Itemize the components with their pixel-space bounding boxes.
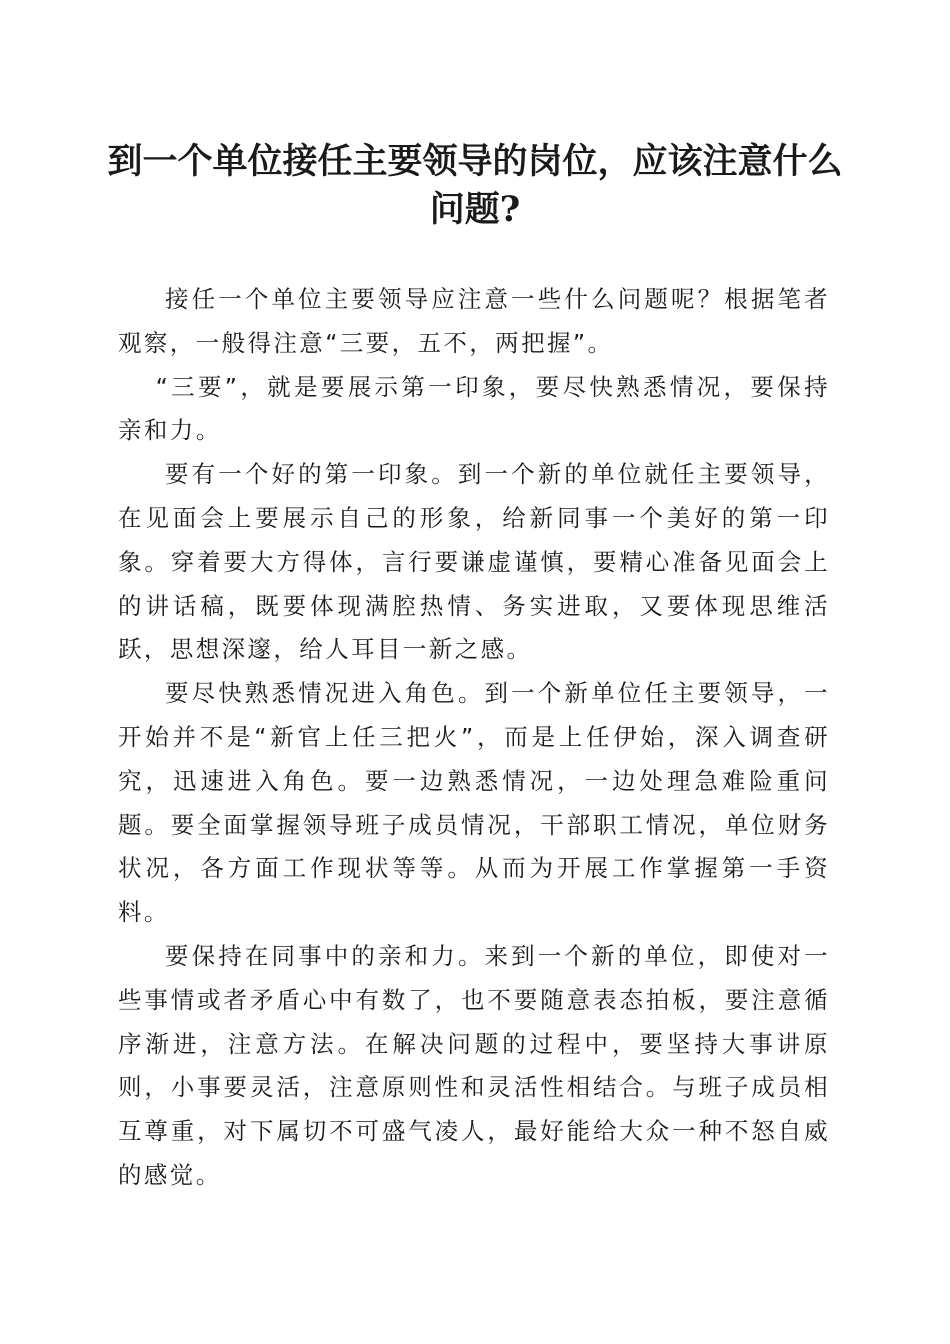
paragraph-affinity: 要保持在同事中的亲和力。来到一个新的单位，即使对一些事情或者矛盾心中有数了，也不要随意表态拍板，要注意循序渐进，注意方法。在解决问题的过程中，要坚持大事讲原则，小事要灵活，注意原则性和灵活性相结合。与班子成员相互尊重，对下属切不可盛气凌人，最好能给大众一种不怒自威的感觉。 bbox=[118, 941, 830, 1189]
paragraph-intro: 接任一个单位主要领导应注意一些什么问题呢？根据笔者观察，一般得注意“三要，五不，两把握”。 bbox=[118, 285, 830, 357]
paragraph-first-impression: 要有一个好的第一印象。到一个新的单位就任主要领导，在见面会上要展示自己的形象，给新同事一个美好的第一印象。穿着要大方得体，言行要谦虚谨慎，要精心准备见面会上的讲话稿，既要体现满腔热情、务实进取，又要体现思维活跃，思想深邃，给人耳目一新之感。 bbox=[118, 460, 830, 664]
document-title: 到一个单位接任主要领导的岗位，应该注意什么问题? bbox=[107, 141, 843, 230]
paragraph-familiarize: 要尽快熟悉情况进入角色。到一个新单位任主要领导，一开始并不是“新官上任三把火”，而是上任伊始，深入调查研究，迅速进入角色。要一边熟悉情况，一边处理急难险重问题。要全面掌握领导班子成员情况，干部职工情况，单位财务状况，各方面工作现状等等。从而为开展工作掌握第一手资料。 bbox=[118, 679, 830, 927]
document-body bbox=[118, 278, 830, 1198]
paragraph-three-musts: “三要”，就是要展示第一印象，要尽快熟悉情况，要保持亲和力。 bbox=[118, 372, 830, 445]
